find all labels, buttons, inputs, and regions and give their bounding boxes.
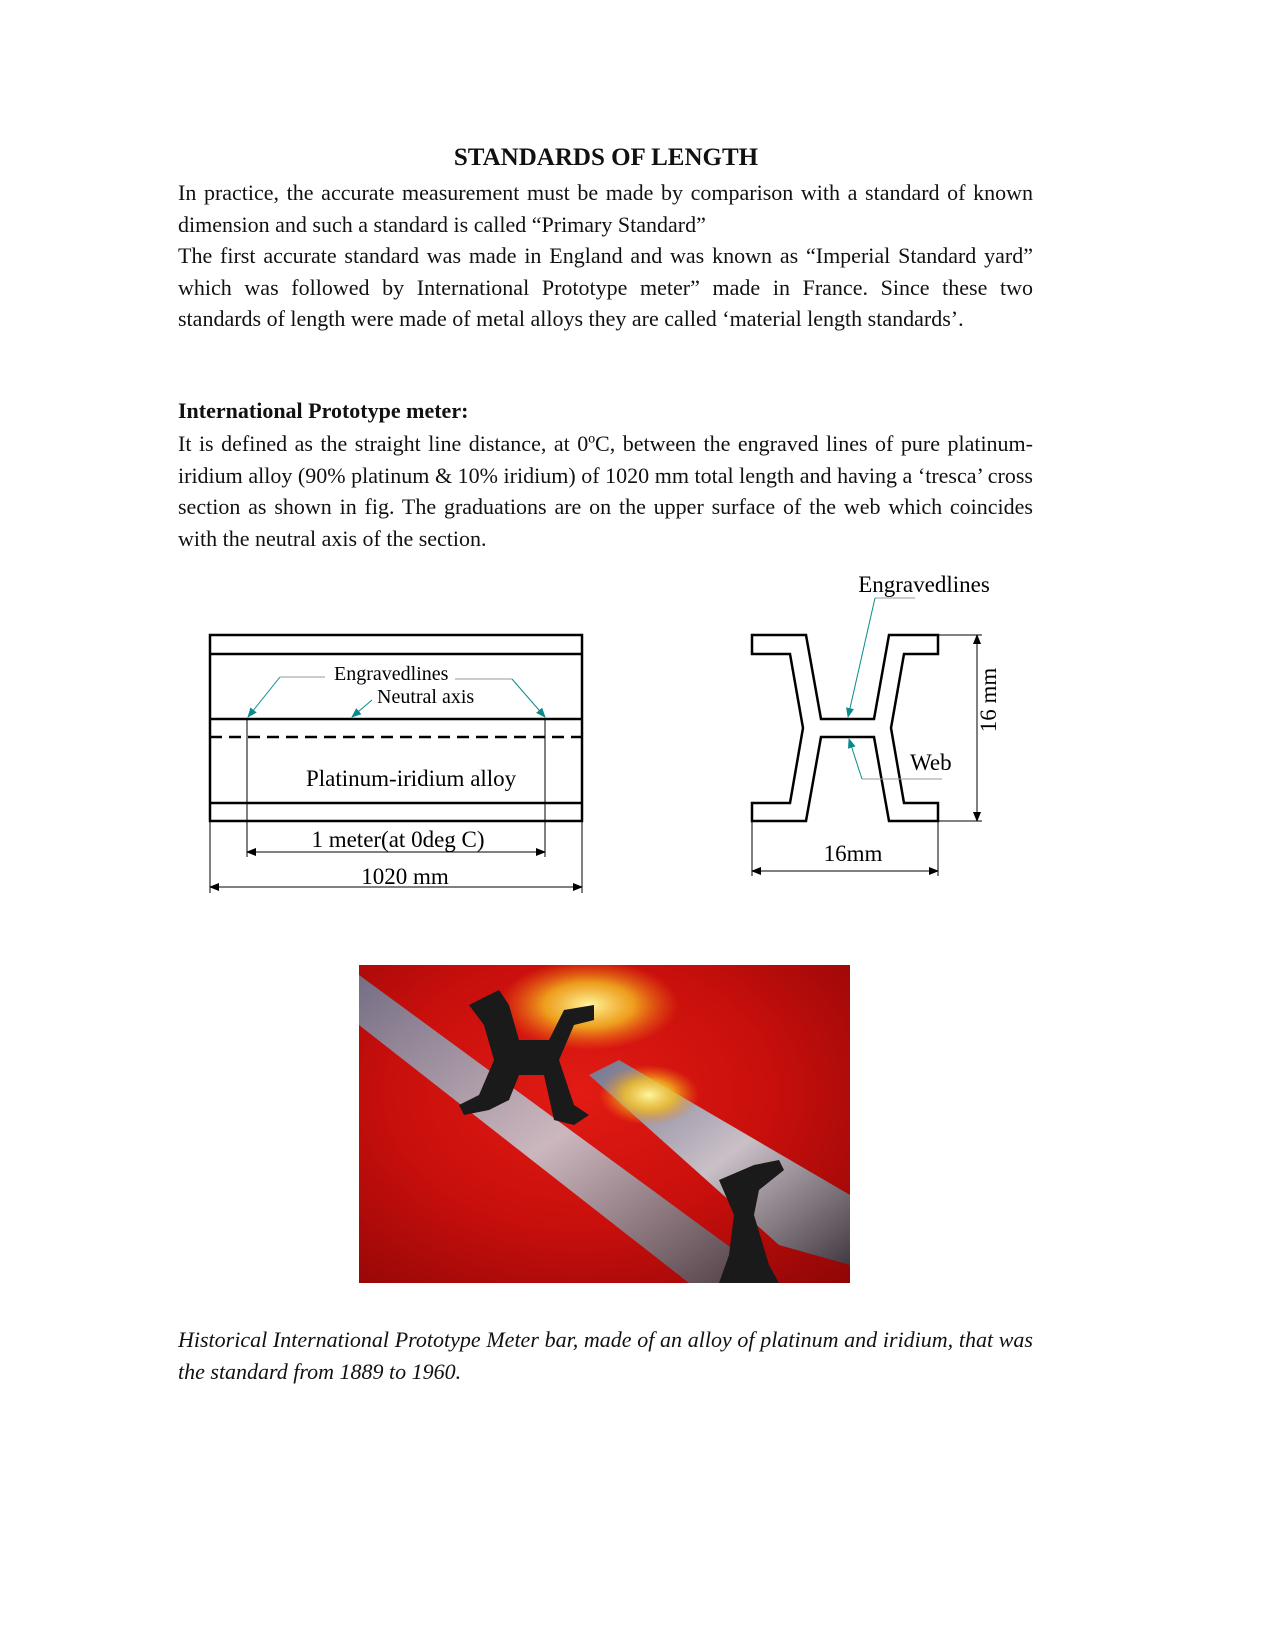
- label-neutral-axis: Neutral axis: [377, 686, 475, 708]
- page-title: STANDARDS OF LENGTH: [453, 144, 759, 171]
- paragraph-intro: In practice, the accurate measurement must be made by comparison with a standard of known dimension and such a standard is called “Primary Standard”: [178, 180, 1033, 237]
- section-heading: International Prototype meter:: [178, 398, 469, 423]
- label-section-height: 16 mm: [976, 667, 1001, 733]
- prototype-meter-photo: [359, 965, 850, 1283]
- label-section-width: 16mm: [823, 841, 883, 866]
- meter-bar-photo-illustration: [359, 965, 850, 1283]
- paragraph-history: The first accurate standard was made in England and was known as “Imperial Standard yard” which was followed by International Prototype meter” made in France. Since these two standards of length were made of metal alloys they are called ‘material length standards’.: [178, 243, 1033, 331]
- photo-caption: Historical International Prototype Meter bar, made of an alloy of platinum and iridium, that was the standard from 1889 to 1960.: [178, 1327, 1033, 1384]
- label-web: Web: [910, 750, 952, 775]
- label-one-meter: 1 meter(at 0deg C): [311, 827, 485, 852]
- label-engraved-lines: Engravedlines: [334, 663, 449, 685]
- paragraph-definition: It is defined as the straight line distance, at 0ºC, between the engraved lines of pure platinum-iridium alloy (90% platinum & 10% iridium) of 1020 mm total length and having a ‘tresca’ cross section as shown in fig. The graduations are on the upper surface of the web which coincides with the neutral axis of the section.: [178, 431, 1033, 551]
- label-material: Platinum-iridium alloy: [306, 766, 517, 791]
- cross-section: [752, 598, 982, 876]
- label-total-length: 1020 mm: [361, 864, 449, 889]
- label-section-engraved-lines: Engravedlines: [858, 572, 990, 597]
